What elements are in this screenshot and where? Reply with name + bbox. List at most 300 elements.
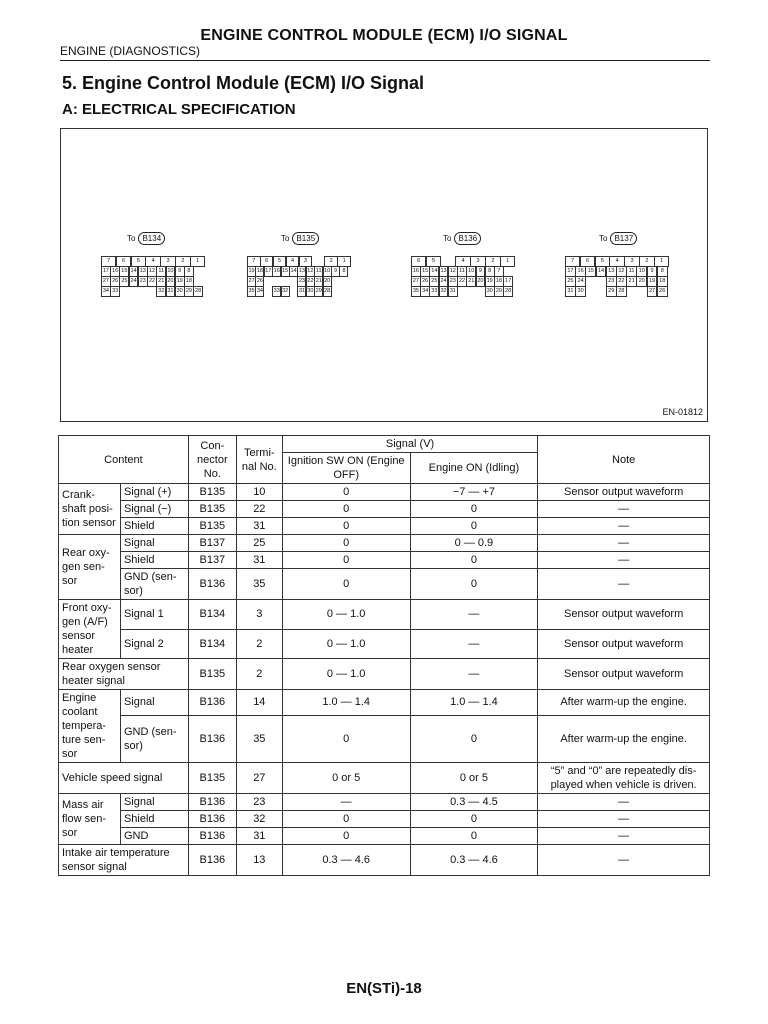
pin-cell: 5 [273,256,287,267]
cell-content: Mass air flow sen-sor [59,794,121,845]
pin-cell: 7 [494,266,504,277]
pin-cell: 32 [156,286,166,297]
pin-cell: 11 [156,266,166,277]
cell-content: Crank-shaft posi-tion sensor [59,484,121,535]
pin-cell: 14 [429,266,439,277]
pin-row [101,286,205,296]
pin-cell: 29 [606,286,617,297]
cell-ignition-on: 0 [282,501,410,518]
pin-cell: 3 [160,256,175,267]
pin-cell: 6 [260,256,274,267]
table-row [59,690,710,716]
table-row [59,811,710,828]
pin-row [565,276,669,286]
pin-cell: 17 [503,276,513,287]
pin-cell: 28 [193,286,203,297]
connector-label [281,232,319,245]
pin-cell: 11 [626,266,637,277]
table-row [59,763,710,794]
pin-cell: 2 [639,256,654,267]
cell-engine-on: 0 [410,501,538,518]
pin-cell: 14 [129,266,139,277]
pin-cell [596,276,607,287]
pin-cell: 34 [420,286,430,297]
cell-note: — [538,501,710,518]
pin-cell: 18 [255,266,264,277]
pin-row [101,256,205,266]
pin-row [565,266,669,276]
cell-connector: B137 [188,535,236,552]
header-terminal: Termi-nal No. [236,436,282,484]
pin-cell: 12 [147,266,157,277]
header-note: Note [538,436,710,484]
table-row [59,828,710,845]
cell-connector: B136 [188,828,236,845]
pin-cell: 29 [494,286,504,297]
pin-cell: 24 [575,276,586,287]
table-row [59,600,710,630]
pin-cell: 23 [606,276,617,287]
pin-cell [312,256,326,267]
pin-row [565,286,669,296]
pin-cell: 32 [281,286,290,297]
pin-cell: 31 [166,286,176,297]
pin-cell: 33 [429,286,439,297]
pin-cell: 1 [337,256,351,267]
pin-row [411,256,515,266]
pin-cell: 6 [580,256,595,267]
section-title: 5. Engine Control Module (ECM) I/O Signal [62,73,424,93]
header-content: Content [59,436,189,484]
pin-cell: 31 [448,286,458,297]
cell-engine-on: 0.3 — 4.6 [410,845,538,876]
pin-cell: 16 [110,266,120,277]
cell-subitem: Signal [120,690,188,716]
cell-ignition-on: 0 [282,569,410,600]
pin-cell: 30 [306,286,315,297]
cell-content: Intake air temperature sensor signal [59,845,189,876]
cell-subitem: Signal 1 [120,600,188,630]
pin-cell: 16 [575,266,586,277]
pin-cell: 19 [647,276,658,287]
cell-connector: B136 [188,715,236,762]
pin-grid [247,256,350,296]
pin-cell: 34 [255,286,264,297]
pin-cell: 3 [624,256,639,267]
pin-cell: 28 [503,286,513,297]
cell-subitem: GND (sen-sor) [120,715,188,762]
pin-cell: 13 [439,266,449,277]
cell-engine-on: −7 — +7 [410,484,538,501]
cell-connector: B136 [188,569,236,600]
cell-ignition-on: 0 [282,828,410,845]
pin-cell: 12 [306,266,315,277]
pin-cell: 15 [119,266,129,277]
pin-cell: 5 [131,256,146,267]
pin-cell: 2 [175,256,190,267]
cell-terminal: 10 [236,484,282,501]
header-signal: Signal (V) [282,436,537,453]
pin-cell: 12 [616,266,627,277]
cell-engine-on: 0 [410,811,538,828]
cell-content: Rear oxygen sensor heater signal [59,659,189,690]
pin-cell: 28 [616,286,627,297]
connector-label [127,232,165,245]
pin-cell: 27 [647,286,658,297]
pin-cell: 22 [147,276,157,287]
pin-cell: 2 [324,256,338,267]
cell-note: Sensor output waveform [538,659,710,690]
pin-row [247,276,350,286]
pin-cell [585,276,596,287]
pin-cell [596,286,607,297]
cell-engine-on: 0 [410,828,538,845]
pin-row [411,266,515,276]
pin-cell: 5 [426,256,441,267]
cell-connector: B135 [188,518,236,535]
pin-cell: 25 [565,276,576,287]
cell-note: — [538,535,710,552]
pin-cell: 9 [647,266,658,277]
cell-ignition-on: 0 [282,484,410,501]
pin-cell: 35 [247,286,256,297]
table-header-row [59,436,710,453]
cell-terminal: 25 [236,535,282,552]
pin-cell: 4 [286,256,300,267]
pin-cell: 25 [429,276,439,287]
pin-grid [411,256,515,296]
pin-cell: 16 [411,266,421,277]
pin-cell: 32 [439,286,449,297]
page-number: EN(STi)-18 [346,980,422,997]
pin-cell: 29 [314,286,323,297]
connector-name: B135 [292,232,319,245]
cell-note: After warm-up the engine. [538,690,710,716]
pin-cell: 13 [138,266,148,277]
pin-cell [585,286,596,297]
connector-to-text: To [443,234,452,243]
pin-row [247,286,350,296]
connector-to-text: To [127,234,136,243]
header-ignition-on: Ignition SW ON (Engine OFF) [282,453,410,484]
pin-cell: 21 [156,276,166,287]
pin-cell: 18 [657,276,668,287]
pin-cell: 7 [101,256,116,267]
pin-cell: 26 [657,286,668,297]
page-header-subtitle: ENGINE (DIAGNOSTICS) [60,44,201,58]
connector-label [443,232,481,245]
pin-cell: 27 [247,276,256,287]
cell-ignition-on: 0 [282,535,410,552]
cell-content: Front oxy-gen (A/F) sensor heater [59,600,121,659]
connector-to-text: To [281,234,290,243]
header-divider [60,60,710,61]
table-row [59,659,710,690]
pin-cell: 18 [494,276,504,287]
pin-cell: 31 [297,286,306,297]
cell-connector: B137 [188,552,236,569]
cell-terminal: 3 [236,600,282,630]
cell-terminal: 35 [236,569,282,600]
pin-cell: 6 [116,256,131,267]
cell-connector: B136 [188,845,236,876]
cell-terminal: 27 [236,763,282,794]
cell-ignition-on: 0 — 1.0 [282,600,410,630]
connector-label [599,232,637,245]
cell-terminal: 31 [236,518,282,535]
pin-cell: 4 [145,256,160,267]
pin-cell: 19 [175,276,185,287]
pin-cell: 17 [264,266,273,277]
cell-ignition-on: — [282,794,410,811]
cell-subitem: GND [120,828,188,845]
pin-cell: 29 [184,286,194,297]
cell-engine-on: — [410,659,538,690]
io-signal-table [58,435,710,876]
connector-name: B137 [610,232,637,245]
cell-connector: B135 [188,659,236,690]
table-row [59,484,710,501]
connector-diagram [60,128,708,422]
table-row [59,794,710,811]
pin-cell: 1 [190,256,205,267]
pin-cell: 2 [485,256,500,267]
cell-subitem: GND (sen-sor) [120,569,188,600]
pin-cell: 14 [289,266,298,277]
pin-cell: 27 [411,276,421,287]
cell-connector: B136 [188,690,236,716]
pin-cell: 9 [331,266,340,277]
cell-terminal: 2 [236,629,282,659]
table-row [59,569,710,600]
cell-note: — [538,811,710,828]
pin-cell: 26 [255,276,264,287]
cell-engine-on: 0.3 — 4.5 [410,794,538,811]
cell-engine-on: 0 [410,518,538,535]
pin-cell: 1 [654,256,669,267]
pin-cell: 11 [314,266,323,277]
pin-cell: 20 [476,276,486,287]
cell-ignition-on: 0 [282,518,410,535]
pin-cell: 26 [110,276,120,287]
cell-content: Engine coolant tempera-ture sen-sor [59,690,121,763]
cell-engine-on: — [410,629,538,659]
pin-cell: 10 [166,266,176,277]
table-row [59,715,710,762]
cell-ignition-on: 0 [282,715,410,762]
cell-note: — [538,845,710,876]
cell-subitem: Shield [120,552,188,569]
pin-cell: 3 [299,256,313,267]
pin-cell: 20 [166,276,176,287]
cell-terminal: 32 [236,811,282,828]
pin-cell: 20 [323,276,332,287]
cell-terminal: 2 [236,659,282,690]
table-row [59,501,710,518]
cell-engine-on: 0 [410,552,538,569]
cell-note: — [538,518,710,535]
cell-engine-on: 0 or 5 [410,763,538,794]
pin-cell: 28 [323,286,332,297]
figure-id: EN-01812 [662,407,703,417]
page-header-title: ENGINE CONTROL MODULE (ECM) I/O SIGNAL [200,27,568,44]
pin-cell: 19 [485,276,495,287]
header-engine-on: Engine ON (Idling) [410,453,538,484]
cell-connector: B135 [188,763,236,794]
pin-row [247,256,350,266]
pin-cell: 22 [457,276,467,287]
cell-subitem: Signal (−) [120,501,188,518]
pin-cell: 17 [101,266,111,277]
cell-ignition-on: 0 — 1.0 [282,629,410,659]
pin-cell: 12 [448,266,458,277]
pin-cell: 20 [636,276,647,287]
pin-cell: 15 [585,266,596,277]
connector-name: B136 [454,232,481,245]
table-row [59,845,710,876]
pin-cell: 22 [306,276,315,287]
pin-cell: 30 [575,286,586,297]
cell-ignition-on: 1.0 — 1.4 [282,690,410,716]
pin-cell: 13 [297,266,306,277]
pin-cell: 34 [101,286,111,297]
cell-terminal: 22 [236,501,282,518]
cell-note: “5” and “0” are repeatedly dis-played when vehicle is driven. [538,763,710,794]
pin-cell: 5 [595,256,610,267]
pin-grid [101,256,205,296]
pin-cell: 33 [272,286,281,297]
cell-ignition-on: 0.3 — 4.6 [282,845,410,876]
cell-note: — [538,552,710,569]
pin-cell: 10 [636,266,647,277]
pin-cell: 8 [485,266,495,277]
cell-content: Rear oxy-gen sen-sor [59,535,121,600]
cell-connector: B135 [188,484,236,501]
pin-cell: 22 [616,276,627,287]
cell-note: — [538,794,710,811]
pin-cell: 26 [420,276,430,287]
pin-cell: 27 [101,276,111,287]
pin-cell: 15 [281,266,290,277]
cell-connector: B135 [188,501,236,518]
pin-row [565,256,669,266]
cell-engine-on: — [410,600,538,630]
cell-ignition-on: 0 — 1.0 [282,659,410,690]
cell-note: Sensor output waveform [538,484,710,501]
cell-subitem: Signal [120,535,188,552]
cell-terminal: 35 [236,715,282,762]
pin-cell: 11 [457,266,467,277]
cell-connector: B134 [188,629,236,659]
cell-note: After warm-up the engine. [538,715,710,762]
table-row [59,518,710,535]
pin-cell: 25 [119,276,129,287]
pin-cell: 19 [247,266,256,277]
pin-cell: 23 [138,276,148,287]
cell-subitem: Signal [120,794,188,811]
pin-cell: 24 [129,276,139,287]
section-subtitle: A: ELECTRICAL SPECIFICATION [62,101,296,118]
cell-connector: B134 [188,600,236,630]
pin-cell: 33 [110,286,120,297]
pin-cell: 23 [448,276,458,287]
connector-name: B134 [138,232,165,245]
pin-row [411,286,515,296]
table-row [59,552,710,569]
table-row [59,535,710,552]
cell-subitem: Shield [120,518,188,535]
pin-cell: 21 [626,276,637,287]
pin-cell: 30 [485,286,495,297]
pin-cell: 8 [657,266,668,277]
pin-cell: 8 [184,266,194,277]
pin-cell: 8 [339,266,348,277]
pin-cell: 13 [606,266,617,277]
pin-cell: 4 [609,256,624,267]
pin-cell: 9 [476,266,486,277]
pin-row [411,276,515,286]
pin-cell: 21 [466,276,476,287]
cell-engine-on: 0 [410,569,538,600]
pin-cell: 7 [247,256,261,267]
cell-connector: B136 [188,794,236,811]
pin-cell: 30 [175,286,185,297]
cell-note: — [538,569,710,600]
pin-cell: 6 [411,256,426,267]
cell-subitem: Signal (+) [120,484,188,501]
pin-cell: 31 [565,286,576,297]
pin-cell: 10 [323,266,332,277]
pin-cell: 35 [411,286,421,297]
pin-row [101,276,205,286]
pin-cell: 18 [184,276,194,287]
cell-ignition-on: 0 or 5 [282,763,410,794]
pin-cell: 24 [439,276,449,287]
cell-content: Vehicle speed signal [59,763,189,794]
cell-engine-on: 0 — 0.9 [410,535,538,552]
cell-terminal: 31 [236,828,282,845]
pin-cell: 4 [455,256,470,267]
pin-cell: 16 [272,266,281,277]
cell-connector: B136 [188,811,236,828]
pin-cell: 17 [565,266,576,277]
pin-cell: 3 [470,256,485,267]
cell-engine-on: 1.0 — 1.4 [410,690,538,716]
cell-note: — [538,828,710,845]
pin-cell: 1 [500,256,515,267]
pin-cell: 14 [596,266,607,277]
pin-cell: 10 [466,266,476,277]
pin-cell: 21 [314,276,323,287]
pin-row [247,266,350,276]
table-row [59,629,710,659]
connector-to-text: To [599,234,608,243]
cell-note: Sensor output waveform [538,629,710,659]
cell-ignition-on: 0 [282,552,410,569]
pin-cell [636,286,647,297]
pin-cell [626,286,637,297]
pin-cell: 7 [565,256,580,267]
pin-row [101,266,205,276]
cell-terminal: 13 [236,845,282,876]
cell-terminal: 31 [236,552,282,569]
pin-cell [441,256,456,267]
pin-grid [565,256,669,296]
pin-cell: 23 [297,276,306,287]
cell-terminal: 23 [236,794,282,811]
cell-subitem: Shield [120,811,188,828]
cell-ignition-on: 0 [282,811,410,828]
